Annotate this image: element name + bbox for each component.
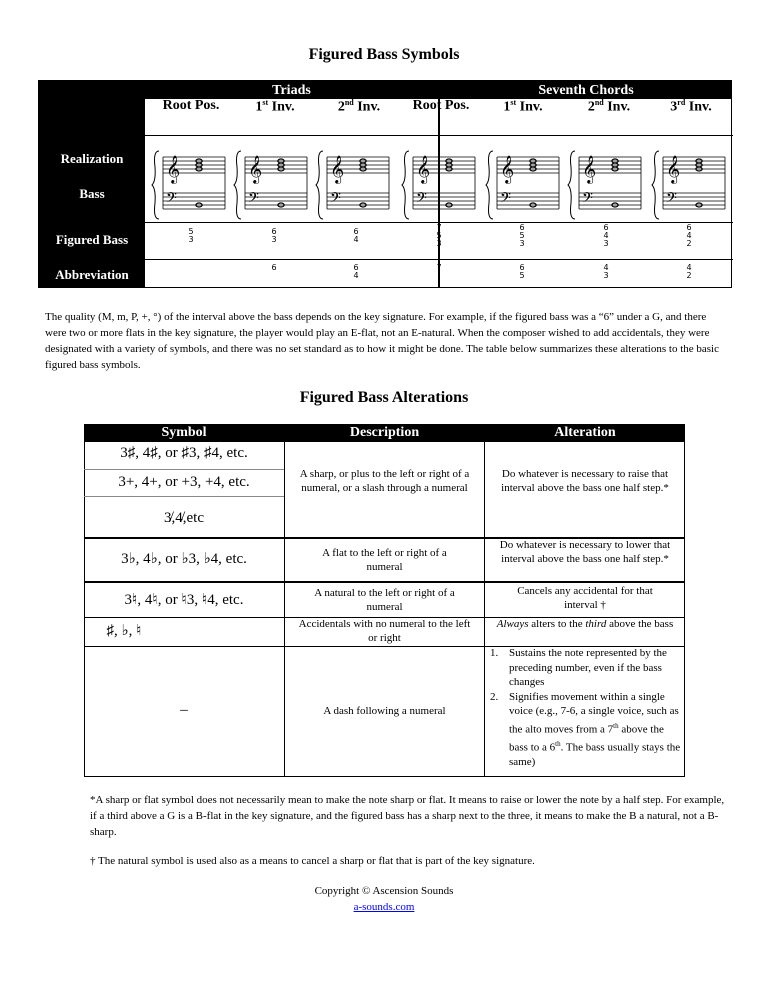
col-header-first-inv-seventh: 1st Inv. <box>503 98 543 115</box>
website-link[interactable]: a-sounds.com <box>353 901 415 913</box>
header-description: Description <box>349 425 420 440</box>
abbreviation-first-inv-seventh: 6 5 <box>519 263 525 280</box>
svg-text:𝄢: 𝄢 <box>666 190 677 210</box>
group-triads: Triads <box>272 83 311 98</box>
row-label-figured-bass: Figured Bass <box>55 232 129 247</box>
flat-description: A flat to the left or right of a numeral <box>322 547 447 573</box>
figured-bass-first-inv-triad: 6 3 <box>271 227 277 244</box>
figured-bass-root-triad: 5 3 <box>188 227 194 244</box>
header-symbol: Symbol <box>161 425 207 440</box>
figured-bass-second-inv-seventh: 6 4 3 <box>603 223 609 248</box>
list-item: 1. Sustains the note represented by the preceding number, even if the bass changes <box>490 647 667 688</box>
grand-staff <box>233 147 311 223</box>
accidental-description: Accidentals with no numeral to the left or right <box>298 618 471 644</box>
col-header-first-inv-triad: 1st Inv. <box>255 98 295 115</box>
natural-symbols: 3♮, 4♮, or ♮3, ♮4, etc. <box>124 592 244 608</box>
sharp-alteration: Do whatever is necessary to raise that interval above the bass one half step.* <box>501 468 669 494</box>
abbreviation-second-inv-triad: 6 4 <box>353 263 359 280</box>
svg-text:𝄢: 𝄢 <box>416 190 427 210</box>
abbreviation-root-seventh: 7 <box>436 263 442 272</box>
sharp-description: A sharp, or plus to the left or right of a numeral, or a slash through a numeral <box>299 468 470 494</box>
dagger-note: † The natural symbol is used also as a means to cancel a sharp or flat that is part of the key signature. <box>90 855 535 867</box>
abbreviation-first-inv-triad: 6 <box>271 263 277 272</box>
svg-text:𝄢: 𝄢 <box>582 190 593 210</box>
page-title: Figured Bass Symbols <box>308 46 460 63</box>
svg-text:𝄞: 𝄞 <box>248 155 263 183</box>
copyright: Copyright © Ascension Sounds <box>314 885 454 897</box>
svg-text:𝄢: 𝄢 <box>500 190 511 210</box>
svg-text:𝄞: 𝄞 <box>416 155 431 183</box>
svg-text:𝄢: 𝄢 <box>330 190 341 210</box>
abbreviation-third-inv-seventh: 4 2 <box>686 263 692 280</box>
asterisk-note: *A sharp or flat symbol does not necessarily mean to make the note sharp or flat. It means to raise or lower the note by a half step. For example, if a third above a G is a B-flat in the key signature, and the figured bass has a sharp next to the three, it means to make the B a natural, not a B-sharp. <box>90 794 725 838</box>
dash-alteration-list <box>485 646 685 769</box>
dash-description: A dash following a numeral <box>323 705 446 717</box>
svg-text:𝄞: 𝄞 <box>666 155 681 183</box>
svg-text:𝄞: 𝄞 <box>166 155 181 183</box>
figured-bass-third-inv-seventh: 6 4 2 <box>686 223 692 248</box>
svg-text:𝄞: 𝄞 <box>582 155 597 183</box>
svg-text:𝄞: 𝄞 <box>330 155 345 183</box>
natural-description: A natural to the left or right of a numeral <box>314 587 455 613</box>
intro-paragraph: The quality (M, m, P, +, °) of the interval above the bass depends on the key signature. For example, if the figured bass was a “6” under a G, and there were two or more flats in the key signature, the player would play an E-flat, not an E-natural. When the composer wished to add accidentals, they were designated with a variety of symbols, and there was no set standard as to how it might be done. The table below summarizes these alterations to the basic figured bass symbols. <box>45 311 719 371</box>
col-header-third-inv-seventh: 3rd Inv. <box>670 98 712 115</box>
grand-staff <box>651 147 729 223</box>
header-alteration: Alteration <box>554 425 616 440</box>
grand-staff <box>151 147 229 223</box>
figured-bass-second-inv-triad: 6 4 <box>353 227 359 244</box>
svg-text:𝄢: 𝄢 <box>248 190 259 210</box>
svg-text:𝄞: 𝄞 <box>500 155 515 183</box>
group-seventh-chords: Seventh Chords <box>538 83 634 98</box>
col-header-root-triad: Root Pos. <box>162 98 220 113</box>
svg-text:𝄢: 𝄢 <box>166 190 177 210</box>
col-header-root-seventh: Root Pos. <box>412 98 470 113</box>
flat-symbols: 3♭, 4♭, or ♭3, ♭4, etc. <box>121 551 247 567</box>
grand-staff <box>401 147 479 223</box>
slash-symbols: 3̸,4̸,etc <box>164 510 204 526</box>
grand-staff <box>567 147 645 223</box>
abbreviation-second-inv-seventh: 4 3 <box>603 263 609 280</box>
figured-bass-first-inv-seventh: 6 5 3 <box>519 223 525 248</box>
accidental-alteration: Always alters to the third above the bass <box>496 618 674 630</box>
flat-alteration: Do whatever is necessary to lower that interval above the bass one half step.* <box>499 539 671 565</box>
row-label-bass: Bass <box>79 186 105 201</box>
grand-staff <box>485 147 563 223</box>
alterations-table <box>84 424 685 777</box>
row-label-abbreviation: Abbreviation <box>55 267 129 282</box>
sharp-symbols: 3♯, 4♯, or ♯3, ♯4, etc. <box>120 445 248 461</box>
col-header-second-inv-triad: 2nd Inv. <box>337 98 381 115</box>
col-header-second-inv-seventh: 2nd Inv. <box>587 98 631 115</box>
figured-bass-table <box>38 80 732 288</box>
dash-symbol: – <box>180 702 188 718</box>
plus-symbols: 3+, 4+, or +3, +4, etc. <box>118 474 250 490</box>
list-item: 2. Signifies movement within a single voice (e.g., 7-6, a single voice, such as the alto moves from a 7th above the bass to a 6th. The bass usually stays the same) <box>490 690 681 768</box>
accidental-symbols: ♯, ♭, ♮ <box>106 623 142 639</box>
row-label-realization: Realization <box>60 151 124 166</box>
figured-bass-root-seventh: 7 5 3 <box>436 223 442 248</box>
grand-staff <box>315 147 393 223</box>
section-title: Figured Bass Alterations <box>299 389 469 406</box>
natural-alteration: Cancels any accidental for that interval † <box>517 585 653 611</box>
